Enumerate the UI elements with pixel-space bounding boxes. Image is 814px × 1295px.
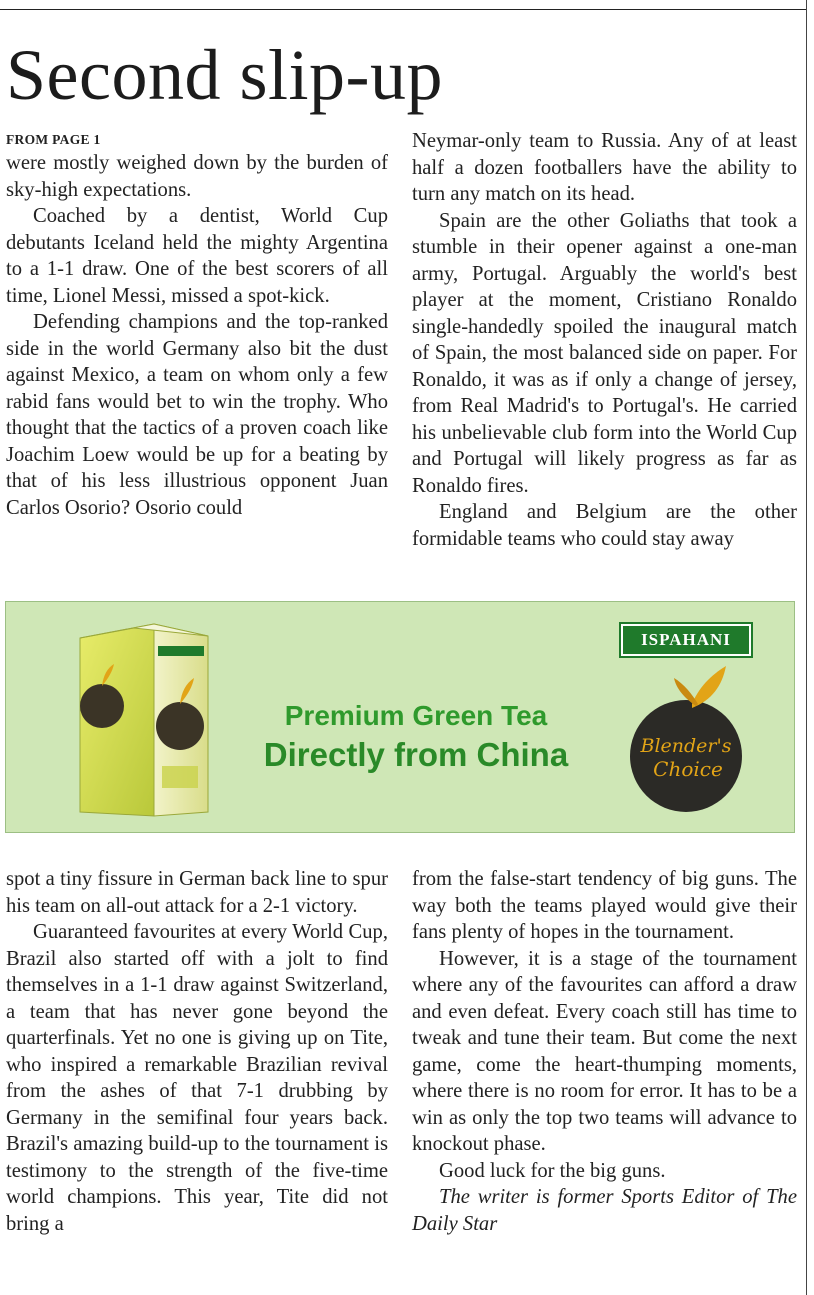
emblem-text-1: Blender's xyxy=(640,735,732,757)
brand-logo: ISPAHANI xyxy=(621,624,751,656)
author-credit: The writer is former Sports Editor of The Daily Star xyxy=(412,1186,797,1235)
paragraph: Defending champions and the top-ranked side in the world Germany also bit the dust against Mexico, a team on whom only a few rabid fans would bet to win the trophy. Who thought that the tactics of a proven coach like Joachim Loew would be up for a beating by that of his less illustrious opponent Juan Carlos Osorio? Osorio could xyxy=(6,311,388,519)
paragraph: were mostly weighed down by the burden of sky-high expectations. xyxy=(6,152,388,201)
paragraph: from the false-start tendency of big guns. The way both the teams played would give their fans plenty of hopes in the tournament. xyxy=(412,868,797,943)
headline: Second slip-up xyxy=(6,35,443,115)
ad-slogan-line1: Premium Green Tea xyxy=(284,700,548,731)
article-column-3 xyxy=(6,866,388,1286)
article-column-2 xyxy=(412,128,797,578)
column-rule xyxy=(806,0,807,1295)
blenders-choice-emblem xyxy=(626,664,750,814)
ad-slogan-line2: Directly from China xyxy=(263,736,569,773)
paragraph: spot a tiny fissure in German back line to spur his team on all-out attack for a 2-1 victory. xyxy=(6,868,388,917)
paragraph: Neymar-only team to Russia. Any of at least half a dozen footballers have the ability to turn any match on its head. xyxy=(412,130,797,205)
tea-advertisement[interactable] xyxy=(5,601,795,833)
paragraph: Coached by a dentist, World Cup debutants Iceland held the mighty Argentina to a 1-1 draw. One of the best scorers of all time, Lionel Messi, missed a spot-kick. xyxy=(6,205,388,307)
emblem-text-2: Choice xyxy=(653,757,723,781)
paragraph: However, it is a stage of the tournament where any of the favourites can afford a draw and even defeat. Every coach still has time to tweak and tune their team. But come the next game, come the heart-thumping moments, where there is no room for error. It has to be a win as only the top two teams will advance to knockout phase. xyxy=(412,947,797,1155)
paragraph: Spain are the other Goliaths that took a stumble in their opener against a one-man army, Portugal. Arguably the world's best player at the moment, Cristiano Ronaldo single-handedly spoiled the inaugural match of Spain, the most balanced side on paper. For Ronaldo, it was as if only a change of jersey, from Real Madrid's to Portugal's. He carried his unbelievable club form into the World Cup and Portugal will likely progress as far as Ronaldo fires. xyxy=(412,209,797,497)
top-rule xyxy=(0,9,806,10)
ad-slogan xyxy=(236,698,596,776)
continuation-kicker: FROM PAGE 1 xyxy=(6,132,101,147)
paragraph: England and Belgium are the other formidable teams who could stay away xyxy=(412,501,797,550)
tea-box-illustration xyxy=(62,616,222,826)
article-column-4 xyxy=(412,866,797,1286)
article-column-1 xyxy=(6,130,388,580)
paragraph: Guaranteed favourites at every World Cup, Brazil also started off with a jolt to find themselves in a 1-1 draw against Switzerland, a team that has never gone beyond the quarterfinals. Yet no one is giving up on Tite, who inspired a remarkable Brazilian revival from the ashes of that 7-1 drubbing by Germany in the semifinal four years back. Brazil's amazing build-up to the tournament is testimony to the strength of the five-time world champions. This year, Tite did not bring a xyxy=(6,921,388,1235)
paragraph: Good luck for the big guns. xyxy=(439,1159,666,1182)
